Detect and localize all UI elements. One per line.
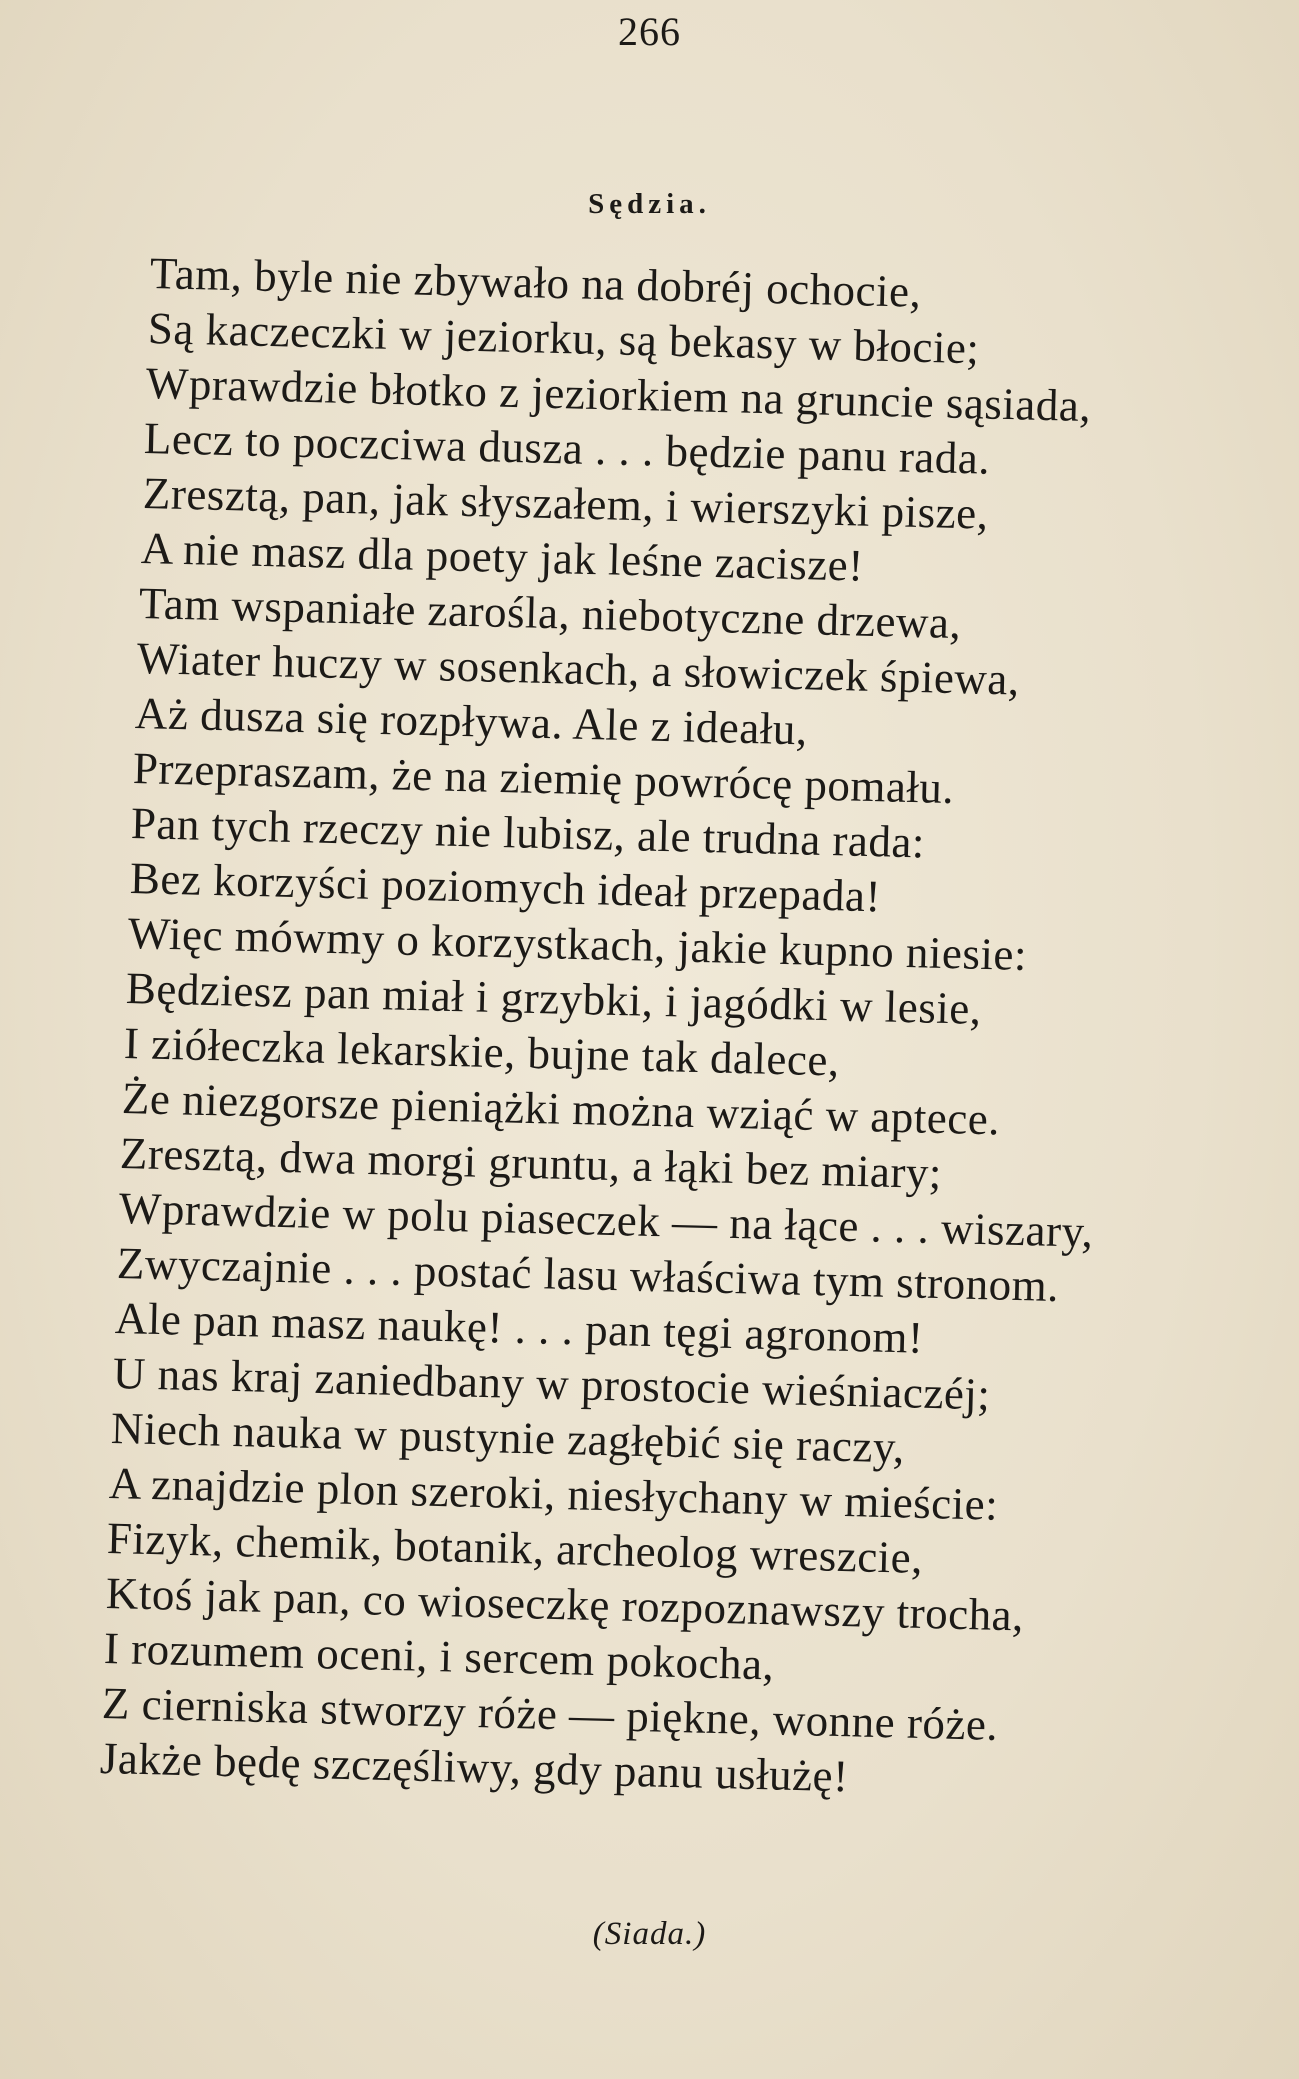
poem-line: Wprawdzie w polu piaseczek — na łące . . . wiszary, xyxy=(117,1183,1094,1257)
poem-line: I ziółeczka lekarskie, bujne tak dalece, xyxy=(123,1018,841,1086)
poem-line: Przepraszam, że na ziemię powrócę pomału. xyxy=(132,743,956,814)
poem-line: Tam wspaniałe zarośla, niebotyczne drzewa, xyxy=(138,578,962,649)
poem-line: Ale pan masz naukę! . . . pan tęgi agronom! xyxy=(114,1293,924,1363)
poem-line: Aż dusza się rozpływa. Ale z ideału, xyxy=(134,688,809,755)
page-number: 266 xyxy=(618,9,681,54)
poem-line: Zwyczajnie . . . postać lasu właściwa tym stronom. xyxy=(116,1238,1060,1312)
poem-line: Pan tych rzeczy nie lubisz, ale trudna rada: xyxy=(130,798,927,868)
poem-line: Że niezgorsze pieniążki można wziąć w aptece. xyxy=(121,1073,1001,1145)
poem-line: Niech nauka w pustynie zagłębić się raczy, xyxy=(110,1403,906,1473)
poem-line: A nie masz dla poety jak leśne zacisze! xyxy=(140,523,865,591)
poem-line: Zresztą, dwa morgi gruntu, a łąki bez miary; xyxy=(119,1128,943,1199)
stage-direction: (Siada.) xyxy=(592,1916,707,1952)
poem-line: Bez korzyści poziomych ideał przepada! xyxy=(129,853,882,922)
poem-line: Zresztą, pan, jak słyszałem, i wierszyki pisze, xyxy=(141,468,989,539)
poem-line: I rozumem oceni, i sercem pokocha, xyxy=(103,1623,775,1690)
poem-line: Będziesz pan miał i grzybki, i jagódki w lesie, xyxy=(125,963,983,1034)
poem-line: Z cierniska stworzy róże — piękne, wonne róże. xyxy=(101,1678,999,1750)
speaker-name: Sędzia. xyxy=(588,188,711,220)
poem-line: Wiater huczy w sosenkach, a słowiczek śpiewa, xyxy=(136,633,1021,705)
poem-line: Jakże będę szczęśliwy, gdy panu usłużę! xyxy=(99,1733,850,1802)
poem-line: Tam, byle nie zbywało na dobréj ochocie, xyxy=(149,248,922,317)
poem-line: Wprawdzie błotko z jeziorkiem na gruncie sąsiada, xyxy=(145,358,1092,432)
poem-line: Są kaczeczki w jeziorku, są bekasy w błocie; xyxy=(147,303,981,374)
poem-line: Więc mówmy o korzystkach, jakie kupno niesie: xyxy=(127,908,1028,980)
poem-line: Fizyk, chemik, botanik, archeolog wreszcie, xyxy=(106,1513,925,1583)
poem-line: A znajdzie plon szeroki, niesłychany w mieście: xyxy=(108,1458,1000,1530)
poem-line: Ktoś jak pan, co wioseczkę rozpoznawszy trocha, xyxy=(104,1568,1025,1641)
poem-line: Lecz to poczciwa dusza . . . będzie panu rada. xyxy=(143,413,992,484)
poem-line: U nas kraj zaniedbany w prostocie wieśniaczéj; xyxy=(112,1348,991,1420)
